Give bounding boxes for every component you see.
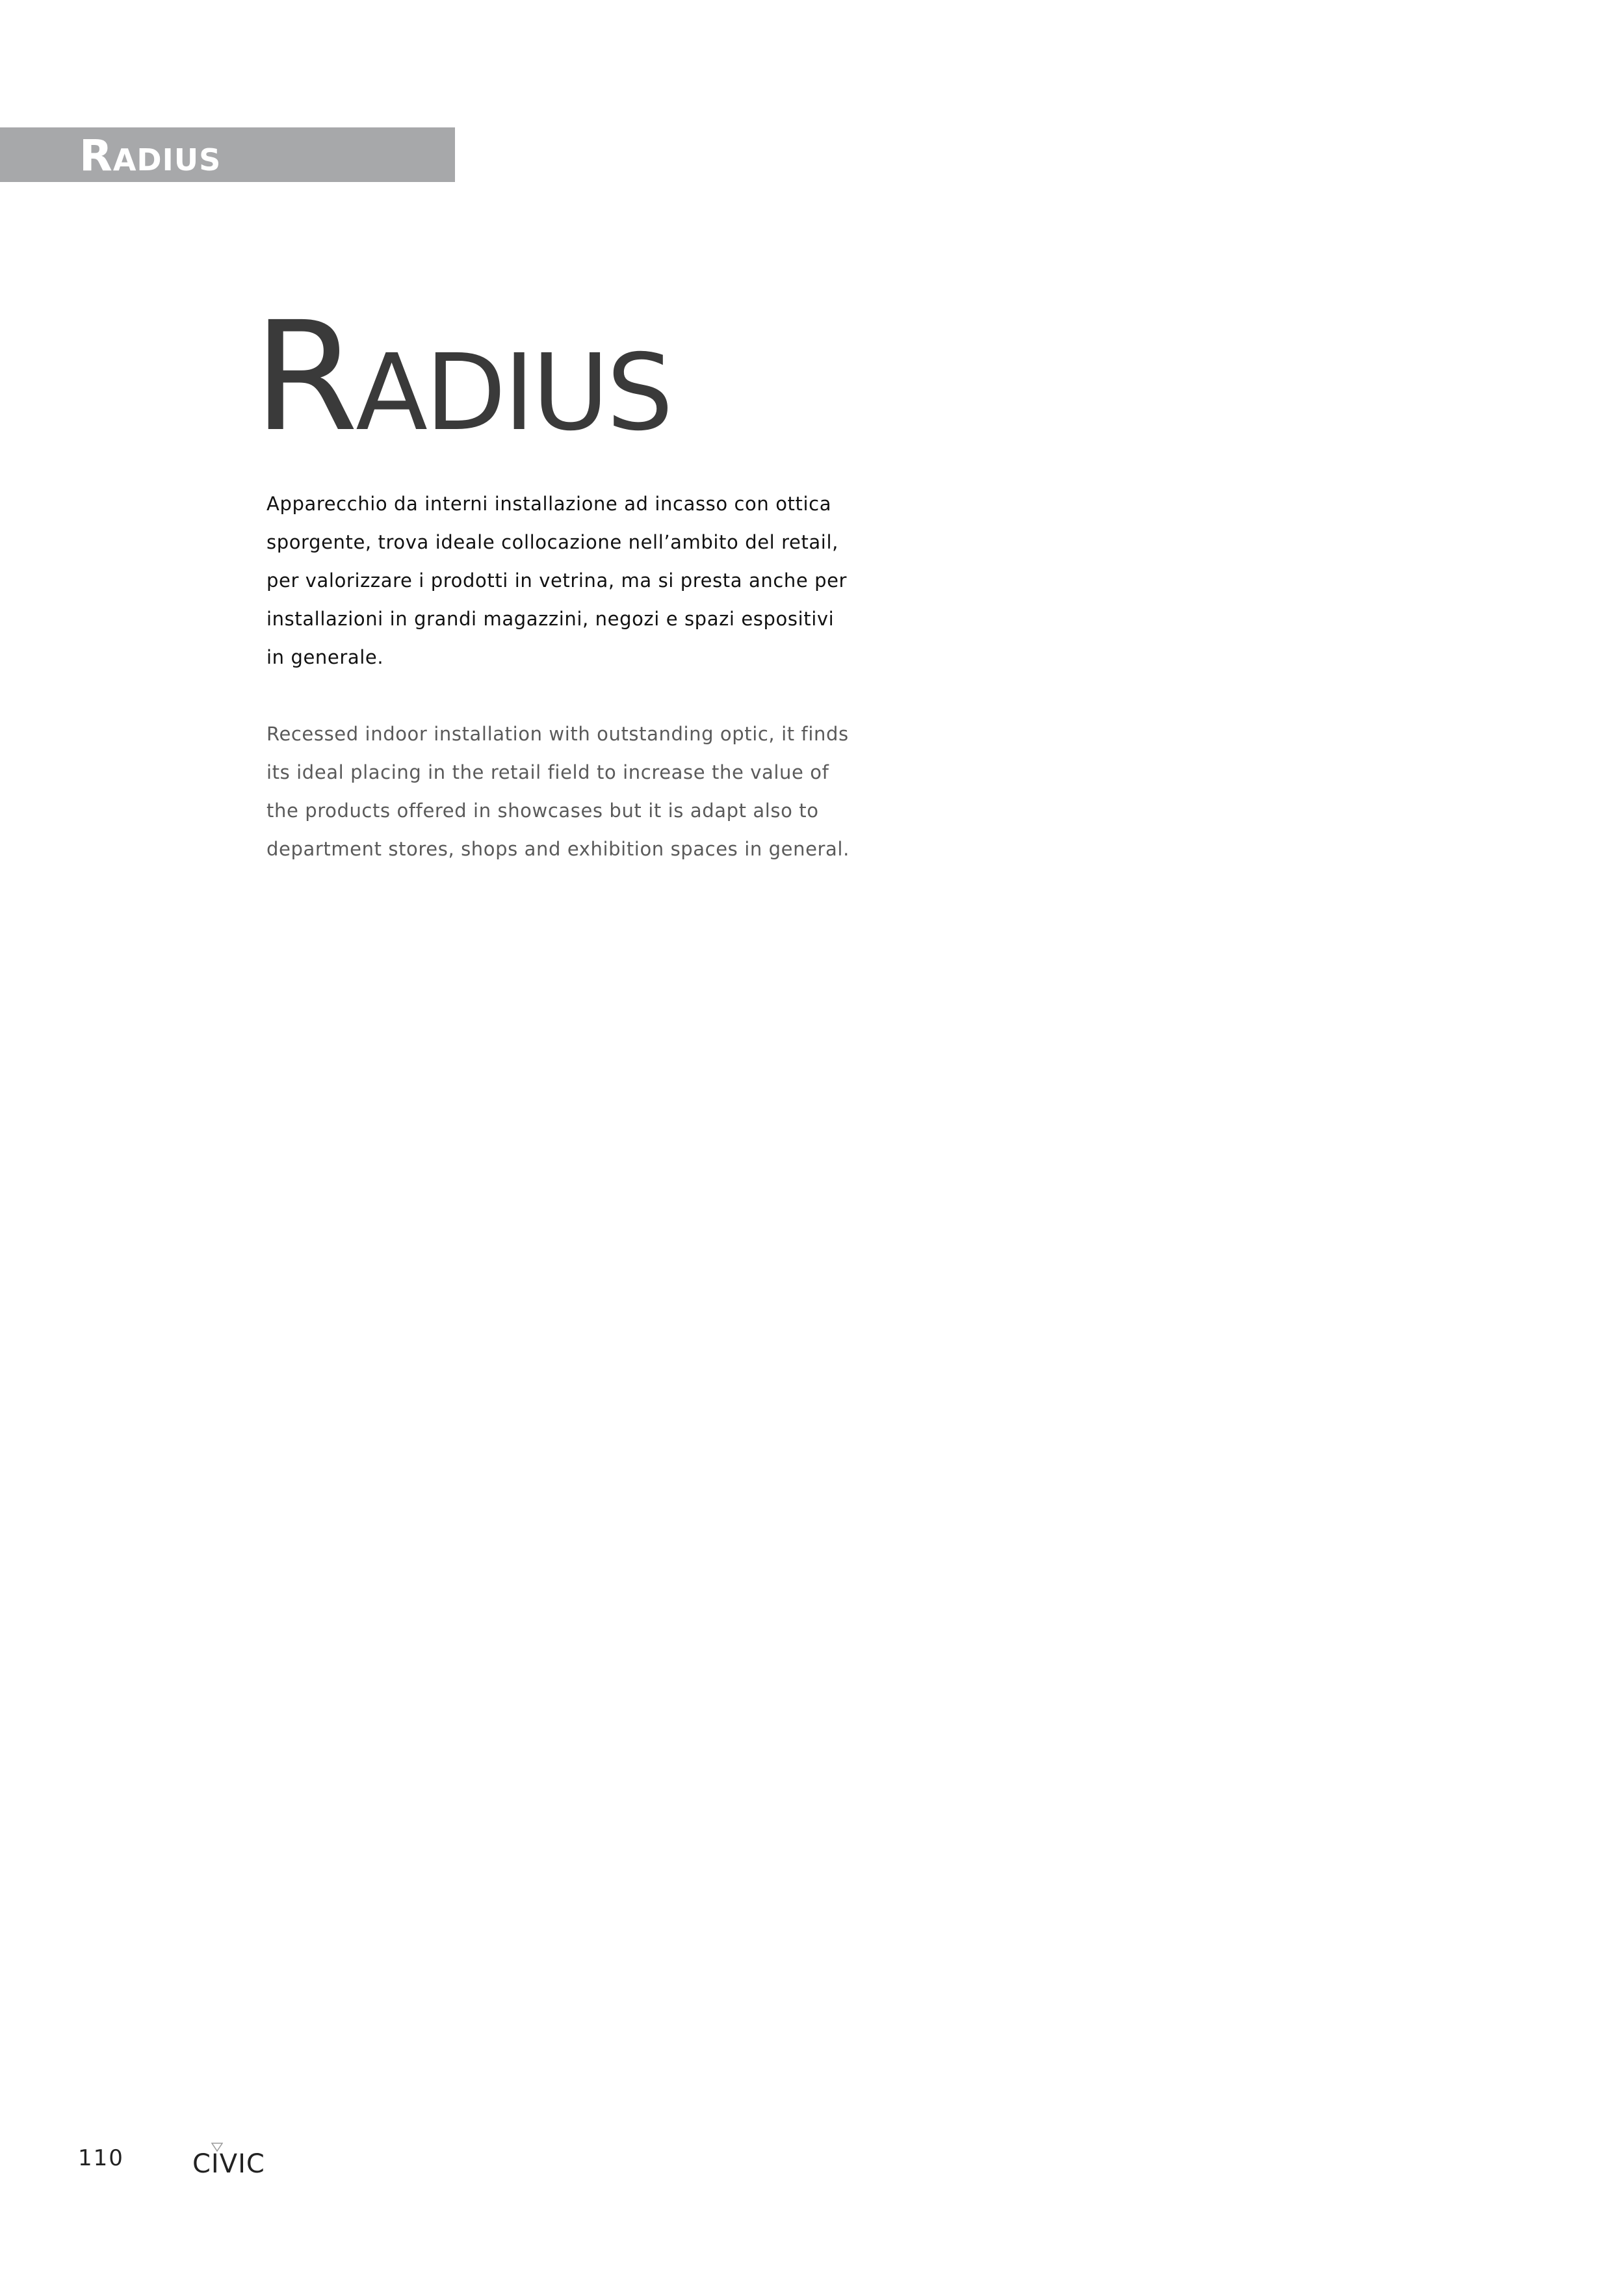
description-english-line: its ideal placing in the retail field to increase the value of <box>266 761 829 783</box>
description-italian-line: Apparecchio da interni installazione ad incasso con ottica <box>266 493 832 515</box>
description-english-line: Recessed indoor installation with outstanding optic, it finds <box>266 723 849 745</box>
section-header-label: Radius <box>79 131 222 181</box>
section-header-band <box>0 127 455 182</box>
description-italian-line: installazioni in grandi magazzini, negozi e spazi espositivi <box>266 608 835 630</box>
description-english-line: department stores, shops and exhibition spaces in general. <box>266 838 850 860</box>
description-italian-line: per valorizzare i prodotti in vetrina, ma si presta anche per <box>266 569 848 592</box>
description-english-line: the products offered in showcases but it is adapt also to <box>266 800 819 822</box>
page-title: Radius <box>253 289 671 465</box>
brand-logo-text: CIVIC <box>192 2149 265 2179</box>
description-italian <box>266 485 864 677</box>
description-italian-line: sporgente, trova ideale collocazione nell’ambito del retail, <box>266 531 838 553</box>
page-number: 110 <box>78 2145 124 2171</box>
brand-logo <box>192 2143 265 2182</box>
description-english <box>266 715 864 868</box>
description-italian-line: in generale. <box>266 646 384 668</box>
